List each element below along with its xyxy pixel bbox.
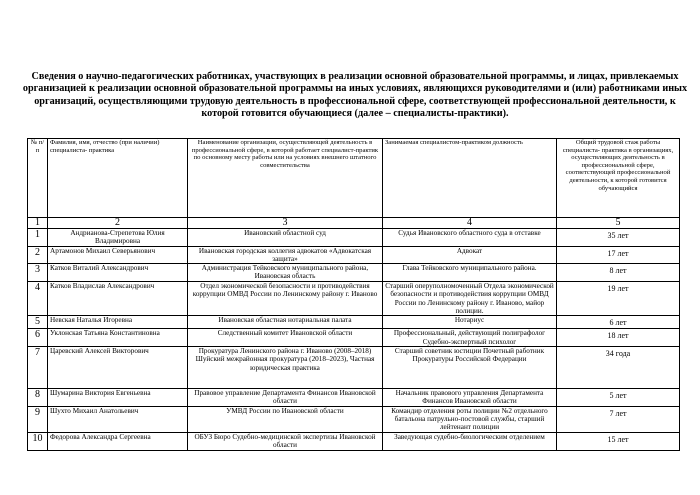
organization: Прокуратура Ленинского района г. Иваново (2008–2018) Шуйский межрайонная прокуратура (2018–2023), Частная юридическая практика xyxy=(188,346,383,388)
column-number: 2 xyxy=(48,218,188,229)
specialist-name: Федорова Александра Сергеевна xyxy=(48,432,188,450)
specialist-name: Шухто Михаил Анатольевич xyxy=(48,406,188,432)
position: Начальник правового управления Департамента Финансов Ивановской области xyxy=(383,388,557,406)
experience: 8 лет xyxy=(557,264,680,282)
row-number: 10 xyxy=(28,432,48,450)
experience: 6 лет xyxy=(557,316,680,329)
experience: 5 лет xyxy=(557,388,680,406)
organization: Правовое управление Департамента Финансов Ивановской области xyxy=(188,388,383,406)
specialist-name: Катков Виталий Александрович xyxy=(48,264,188,282)
position: Профессиональный, действующий полиграфолог Судебно-экспертный психолог xyxy=(383,329,557,347)
header-row xyxy=(28,139,680,218)
header-organization: Наименование организации, осуществляющей деятельность в профессиональной сфере, в которой работает специалист-практик по основному месту работы или на условиях внешнего штатного совместительства xyxy=(188,139,383,218)
table-row xyxy=(28,316,680,329)
organization: Администрация Тейковского муниципального района, Ивановская область xyxy=(188,264,383,282)
row-number: 8 xyxy=(28,388,48,406)
experience: 18 лет xyxy=(557,329,680,347)
organization: Ивановский областной суд xyxy=(188,229,383,247)
table-row xyxy=(28,388,680,406)
organization: ОБУЗ Бюро Судебно-медицинской экспертизы Ивановской области xyxy=(188,432,383,450)
table-row xyxy=(28,432,680,450)
position: Старший советник юстиции Почетный работник Прокуратуры Российской Федерации xyxy=(383,346,557,388)
specialist-name: Невская Наталья Игоревна xyxy=(48,316,188,329)
column-number: 1 xyxy=(28,218,48,229)
organization: Следственный комитет Ивановской области xyxy=(188,329,383,347)
position: Нотариус xyxy=(383,316,557,329)
column-number: 5 xyxy=(557,218,680,229)
position: Старший оперуполномоченный Отдела экономической безопасности и противодействия коррупции ОМВД России по Ленинскому району г. Иваново, майор полиции. xyxy=(383,282,557,316)
position: Судья Ивановского областного суда в отставке xyxy=(383,229,557,247)
organization: Отдел экономической безопасности и противодействия коррупции ОМВД России по Ленинскому району г. Иваново xyxy=(188,282,383,316)
organization: Ивановская городская коллегия адвокатов «Адвокатская защита» xyxy=(188,246,383,264)
table-row xyxy=(28,229,680,247)
column-number-row xyxy=(28,218,680,229)
experience: 19 лет xyxy=(557,282,680,316)
row-number: 7 xyxy=(28,346,48,388)
row-number: 3 xyxy=(28,264,48,282)
experience: 17 лет xyxy=(557,246,680,264)
row-number: 4 xyxy=(28,282,48,316)
table-row xyxy=(28,282,680,316)
row-number: 1 xyxy=(28,229,48,247)
specialist-name: Катков Владислав Александрович xyxy=(48,282,188,316)
specialist-name: Артамонов Михаил Северьянович xyxy=(48,246,188,264)
row-number: 9 xyxy=(28,406,48,432)
organization: Ивановская областная нотариальная палата xyxy=(188,316,383,329)
table-row xyxy=(28,329,680,347)
position: Адвокат xyxy=(383,246,557,264)
column-number: 3 xyxy=(188,218,383,229)
experience: 7 лет xyxy=(557,406,680,432)
column-number: 4 xyxy=(383,218,557,229)
specialist-name: Шумарина Виктория Евгеньевна xyxy=(48,388,188,406)
organization: УМВД России по Ивановской области xyxy=(188,406,383,432)
table-row xyxy=(28,246,680,264)
row-number: 5 xyxy=(28,316,48,329)
specialist-name: Уклонская Татьяна Константиновна xyxy=(48,329,188,347)
document-title: Сведения о научно-педагогических работниках, участвующих в реализации основной образовательной программы, и лицах, привлекаемых организацией к реализации основной образовательной программы на иных условиях, являющихся руководителями и (или) работниками иных организаций, осуществляющими трудовую деятельность в профессиональной сфере, соответствующей профессиональной деятельности, к которой готовится обучающиеся (далее – специалисты-практики). xyxy=(22,71,688,119)
header-experience: Общий трудовой стаж работы специалиста- практика в организациях, осуществляющих деятельность в профессиональной сфере, соответствующей профессиональной деятельности, к которой готовится обучающийся xyxy=(557,139,680,218)
specialist-name: Андрианова-Стрепетова Юлия Владимировна xyxy=(48,229,188,247)
row-number: 6 xyxy=(28,329,48,347)
header-position: Занимаемая специалистом-практиком должность xyxy=(383,139,557,218)
position: Заведующая судебно-биологическим отделением xyxy=(383,432,557,450)
header-number: № п/п xyxy=(28,139,48,218)
specialist-name: Царевский Алексей Викторович xyxy=(48,346,188,388)
table-row xyxy=(28,346,680,388)
specialists-table xyxy=(27,138,680,451)
experience: 35 лет xyxy=(557,229,680,247)
row-number: 2 xyxy=(28,246,48,264)
position: Глава Тейковского муниципального района. xyxy=(383,264,557,282)
table-row xyxy=(28,264,680,282)
header-full-name: Фамилия, имя, отчество (при наличии) специалиста- практика xyxy=(48,139,188,218)
experience: 15 лет xyxy=(557,432,680,450)
table-row xyxy=(28,406,680,432)
experience: 34 года xyxy=(557,346,680,388)
position: Командир отделения роты полиции №2 отдельного батальона патрульно-постовой службы, старший лейтенант полиции xyxy=(383,406,557,432)
